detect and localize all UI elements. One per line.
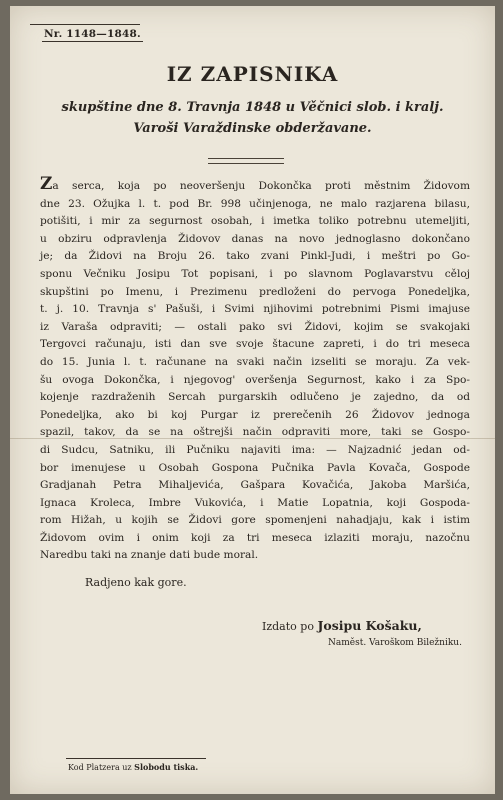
body-line-text: iz Varaša odpraviti; — ostali pako svi Židovi, kojim se svakojaki bbox=[40, 320, 470, 333]
body-line-text: t. j. 10. Travnja s' Pašuši, i Svimi njihovimi potrebnimi Pismi imajuse bbox=[40, 303, 470, 316]
body-line bbox=[40, 442, 470, 460]
body-line bbox=[40, 248, 470, 266]
body-line-text: Židovom ovim i onim koji za tri meseca izlaziti moraju, nazočnu bbox=[40, 531, 470, 544]
body-line-text: kojenje razdraženih Sercah purgarskih odlučeno je zajedno, da od bbox=[40, 391, 470, 404]
signature-prefix: Izdato po bbox=[262, 620, 314, 633]
body-line bbox=[40, 174, 470, 196]
body-line-text: šu ovoga Dokončka, i njegovog' overšenja Segurnost, kako i za Spo- bbox=[40, 373, 470, 386]
body-line bbox=[40, 460, 470, 478]
closing-phrase: Radjeno kak gore. bbox=[85, 576, 187, 589]
signatory-title: Naměst. Varoškom Biležniku. bbox=[328, 638, 462, 648]
body-line bbox=[40, 530, 470, 548]
decorative-divider bbox=[208, 158, 284, 164]
body-line bbox=[40, 284, 470, 302]
body-line bbox=[40, 495, 470, 513]
body-line bbox=[40, 389, 470, 407]
signatory-name: Josipu Košaku, bbox=[317, 618, 422, 633]
body-line bbox=[40, 354, 470, 372]
document-body bbox=[40, 174, 470, 565]
body-line bbox=[40, 266, 470, 284]
document-sheet bbox=[10, 6, 495, 794]
body-line bbox=[40, 196, 470, 214]
document-title: IZ ZAPISNIKA bbox=[166, 62, 339, 86]
body-line-text: do 15. Junia l. t. računane na svaki način izseliti se moraju. Za vek- bbox=[40, 355, 470, 368]
body-line-text: bor imenujese u Osobah Gospona Pučnika Pavla Kovača, Gospode bbox=[40, 461, 470, 474]
body-line bbox=[40, 424, 470, 442]
body-line-text: Gradjanah Petra Mihaljevića, Gašpara Kovačića, Jakoba Maršića, bbox=[40, 479, 470, 492]
initial-letter: Z bbox=[40, 174, 53, 194]
body-line-text: potišiti, i mir za segurnost osobah, i imetka toliko potrebnu utemeljiti, bbox=[40, 215, 470, 228]
body-line-text: di Sudcu, Satniku, ili Pučniku najaviti ima: — Najzadnić jedan od- bbox=[40, 443, 470, 456]
body-line bbox=[40, 547, 470, 565]
document-number: Nr. 1148—1848. bbox=[44, 28, 141, 40]
body-line bbox=[40, 477, 470, 495]
printer-footer bbox=[68, 762, 198, 772]
header-rule bbox=[30, 24, 140, 25]
body-line-text: sponu Večniku Josipu Tot popisani, i po slavnom Poglavarstvu cěloj bbox=[40, 267, 470, 280]
body-line-text: a serca, koja po neoveršenju Dokončka proti městnim Židovom bbox=[52, 180, 470, 192]
body-line bbox=[40, 512, 470, 530]
body-line bbox=[40, 301, 470, 319]
body-line-text: spazil, takov, da se na oštrejši način odpraviti more, taki se Gospo- bbox=[40, 426, 470, 439]
body-line-text: dne 23. Ožujka l. t. pod Br. 998 učinjenoga, ne malo razjarena bilasu, bbox=[40, 197, 470, 210]
signature-line bbox=[262, 618, 422, 633]
footer-bold: Slobodu tiska. bbox=[134, 762, 199, 772]
footer-prefix: Kod Platzera uz bbox=[68, 763, 132, 772]
footer-rule bbox=[66, 758, 206, 759]
subtitle-line: Varoši Varaždinske obderžavane. bbox=[133, 121, 372, 136]
body-line bbox=[40, 213, 470, 231]
body-line bbox=[40, 372, 470, 390]
body-line-text: skupštini po Imenu, i Prezimenu predloženi do pervoga Ponedeljka, bbox=[40, 285, 470, 298]
body-line-text: Naredbu taki na znanje dati bude moral. bbox=[40, 549, 259, 562]
body-line-text: je; da Židovi na Broju 26. tako zvani Pinkl-Judi, i meštri po Go- bbox=[40, 250, 470, 263]
body-line-text: Ponedeljka, ako bi koj Purgar iz prerečenih 26 Židovov jednoga bbox=[40, 408, 470, 421]
body-line bbox=[40, 231, 470, 249]
body-line-text: Tergovci računaju, isti dan sve svoje štacune zapreti, i do tri meseca bbox=[40, 338, 470, 351]
subtitle-line: skupštine dne 8. Travnja 1848 u Věčnici slob. i kralj. bbox=[61, 100, 444, 115]
body-line bbox=[40, 407, 470, 425]
body-line bbox=[40, 319, 470, 337]
document-subtitle bbox=[10, 97, 495, 139]
body-line-text: Ignaca Kroleca, Imbre Vukovića, i Matie Lopatnia, koji Gospoda- bbox=[40, 496, 470, 509]
body-line-text: u obziru odpravlenja Židovov danas na novo jednoglasno dokončano bbox=[40, 232, 470, 245]
body-line-text: rom Hižah, u kojih se Židovi gore spomenjeni nahadjaju, kak i istim bbox=[40, 514, 470, 527]
body-line bbox=[40, 336, 470, 354]
